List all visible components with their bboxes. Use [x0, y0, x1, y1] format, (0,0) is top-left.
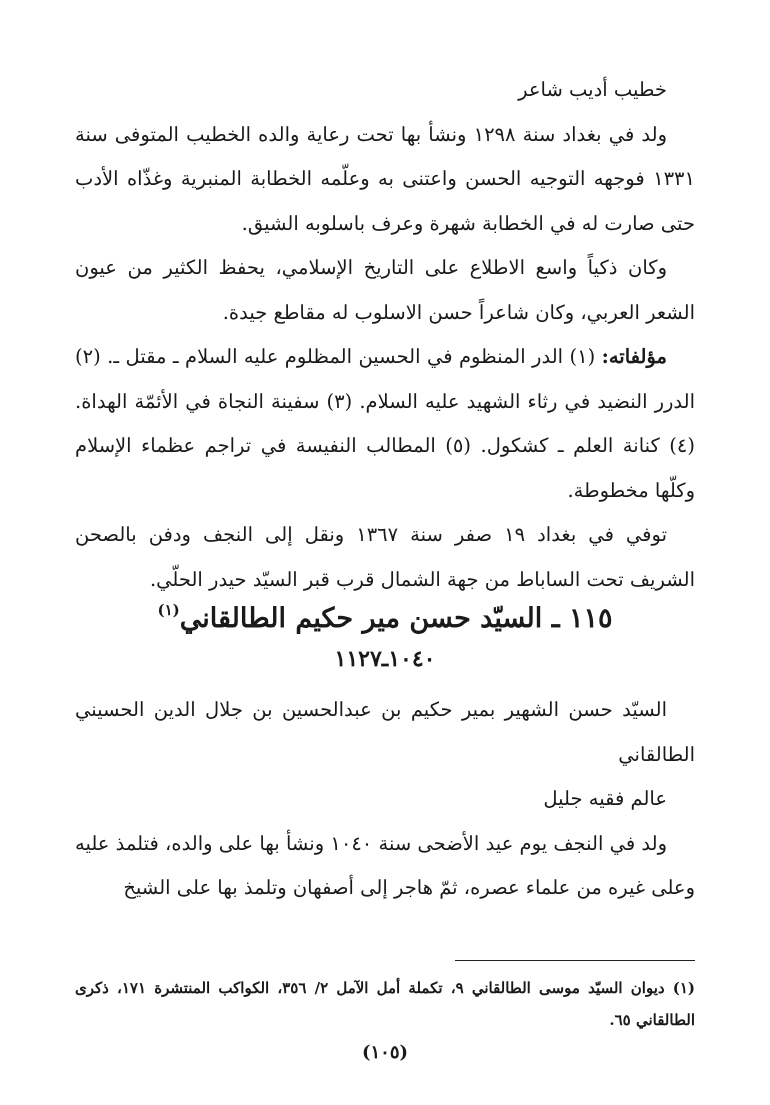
entry-dates: ١٠٤٠ـ١١٢٧	[334, 646, 436, 672]
works-label: مؤلفاته:	[601, 345, 667, 368]
entry-heading	[75, 590, 695, 639]
footnote: (١) ديوان السيّد موسى الطالقاني ٩، تكملة أمل الآمل ٢/ ٣٥٦، الكواكب المنتشرة ١٧١، ذكرى الطالقاني ٦٥.	[75, 979, 696, 1029]
entry-heading-text: ١١٥ ـ السيّد حسن مير حكيم الطالقاني	[179, 603, 613, 634]
footnote-divider	[455, 960, 695, 961]
footnote-marker: (١)	[157, 601, 180, 619]
biography-title-line: خطيب أديب شاعر	[518, 78, 667, 101]
entry-name-paragraph: السيّد حسن الشهير بمير حكيم بن عبدالحسين بن جلال الدين الحسيني الطالقاني	[75, 698, 695, 766]
entry-title-line: عالم فقيه جليل	[543, 787, 667, 810]
biography-continued	[75, 68, 695, 602]
biography-birth-paragraph: ولد في بغداد سنة ١٢٩٨ ونشأ بها تحت رعاية والده الخطيب المتوفى سنة ١٣٣١ فوجهه التوجيه الحسن واعتنى به وعلّمه الخطابة المنبرية وغذّاه الأدب حتى صارت له في الخطابة شهرة وعرف باسلوبه الشيق.	[75, 122, 695, 235]
entry-birth-paragraph: ولد في النجف يوم عيد الأضحى سنة ١٠٤٠ ونشأ بها على والده، فتلمذ عليه وعلى غيره من علماء عصره، ثمّ هاجر إلى أصفهان وتلمذ بها على الشيخ	[75, 831, 695, 899]
page-number: (١٠٥)	[361, 1042, 409, 1063]
works-list: (١) الدر المنظوم في الحسين المظلوم عليه السلام ـ مقتل ـ. (٢) الدرر النضيد في رثاء الشهيد عليه السلام. (٣) سفينة النجاة في الأئمّة الهداة. (٤) كنانة العلم ـ كشكول. (٥) المطالب النفيسة في تراجم عظماء الإسلام وكلّها مخطوطة.	[75, 345, 696, 502]
biography-character-paragraph: وكان ذكياً واسع الاطلاع على التاريخ الإسلامي، يحفظ الكثير من عيون الشعر العربي، وكان شاعراً حسن الاسلوب له مقاطع جيدة.	[75, 256, 695, 324]
biography-death-paragraph: توفي في بغداد ١٩ صفر سنة ١٣٦٧ ونقل إلى النجف ودفن بالصحن الشريف تحت الساباط من جهة الشمال قرب قبر السيّد حيدر الحلّي.	[75, 523, 695, 591]
biography-works-paragraph	[75, 335, 695, 513]
entry-biography	[75, 688, 695, 911]
